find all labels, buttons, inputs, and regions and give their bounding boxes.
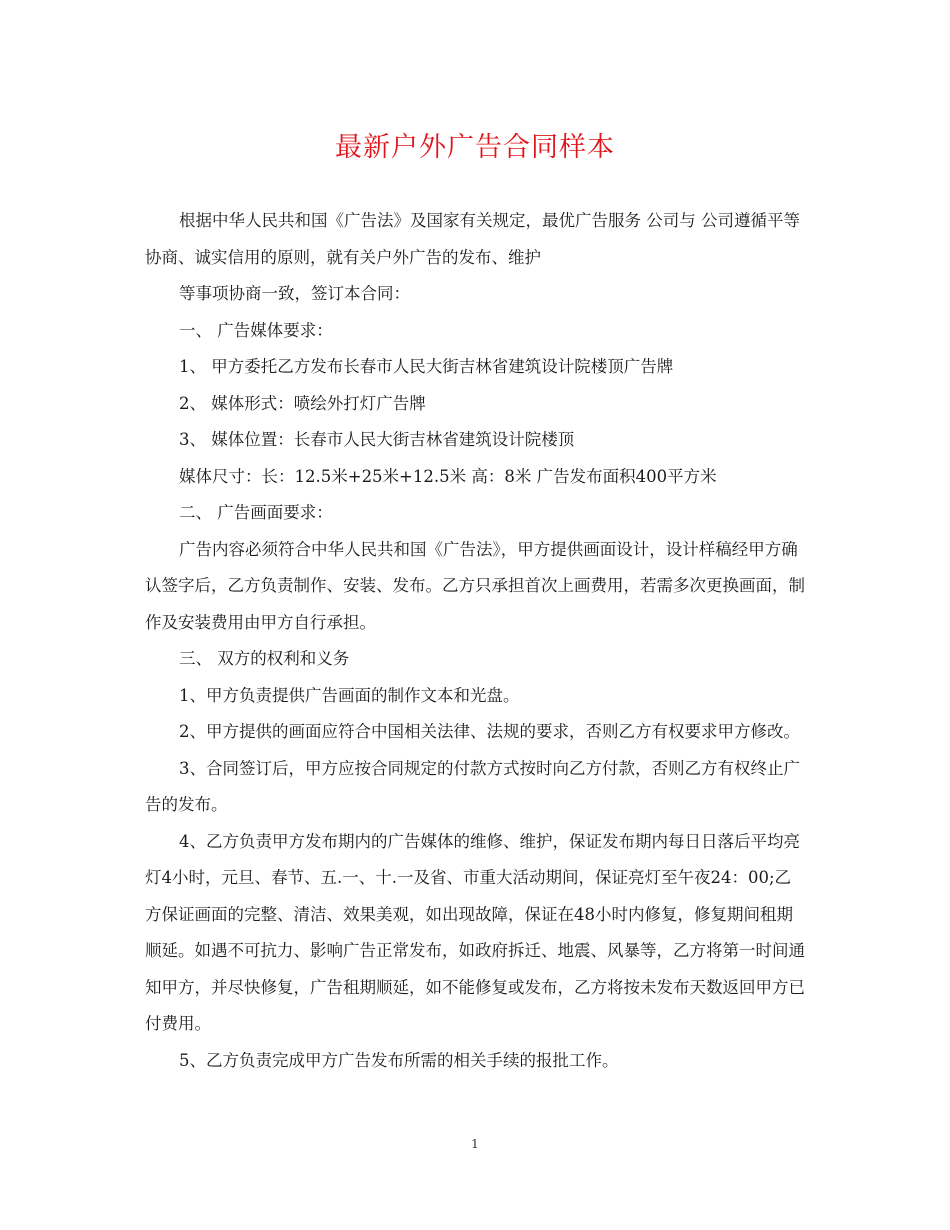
paragraph: 4、乙方负责甲方发布期内的广告媒体的维修、维护，保证发布期内每日日落后平均亮灯4小时，元旦、春节、五.一、十.一及省、市重大活动期间，保证亮灯至午夜24：00;乙方保证画面的完整、清洁、效果美观，如出现故障，保证在48小时内修复，修复期间租期顺延。如遇不可抗力、影响广告正常发布，如政府拆迁、地震、风暴等，乙方将第一时间通知甲方，并尽快修复，广告租期顺延，如不能修复或发布，乙方将按未发布天数返回甲方已付费用。	[145, 831, 805, 1033]
paragraph: 媒体尺寸：长：12.5米+25米+12.5米 高：8米 广告发布面积400平方米	[179, 466, 717, 486]
paragraph: 5、乙方负责完成甲方广告发布所需的相关手续的报批工作。	[179, 1050, 619, 1070]
section-heading: 二、 广告画面要求：	[179, 503, 333, 522]
paragraph: 3、合同签订后，甲方应按合同规定的付款方式按时向乙方付款，否则乙方有权终止广告的发布。	[145, 758, 800, 814]
paragraph: 根据中华人民共和国《广告法》及国家有关规定，最优广告服务 公司与 公司遵循平等协商、诚实信用的原则，就有关户外广告的发布、维护	[145, 211, 800, 267]
paragraph: 广告内容必须符合中华人民共和国《广告法》，甲方提供画面设计，设计样稿经甲方确认签字后，乙方负责制作、安装、发布。乙方只承担首次上画费用，若需多次更换画面，制作及安装费用由甲方自行承担。	[145, 539, 805, 632]
paragraph: 1、甲方负责提供广告画面的制作文本和光盘。	[179, 685, 520, 705]
paragraph: 2、 媒体形式：喷绘外打灯广告牌	[179, 393, 426, 413]
document-title: 最新户外广告合同样本	[335, 132, 615, 163]
paragraph: 2、甲方提供的画面应符合中国相关法律、法规的要求，否则乙方有权要求甲方修改。	[179, 722, 800, 741]
paragraph: 等事项协商一致，签订本合同：	[179, 284, 410, 303]
paragraph: 3、 媒体位置：长春市人民大街吉林省建筑设计院楼顶	[179, 430, 575, 449]
section-heading: 三、 双方的权利和义务	[179, 649, 350, 668]
paragraph: 1、 甲方委托乙方发布长春市人民大街吉林省建筑设计院楼顶广告牌	[179, 357, 674, 376]
page-number: 1	[471, 1137, 479, 1151]
section-heading: 一、 广告媒体要求：	[179, 320, 333, 340]
document-body	[145, 203, 807, 1079]
